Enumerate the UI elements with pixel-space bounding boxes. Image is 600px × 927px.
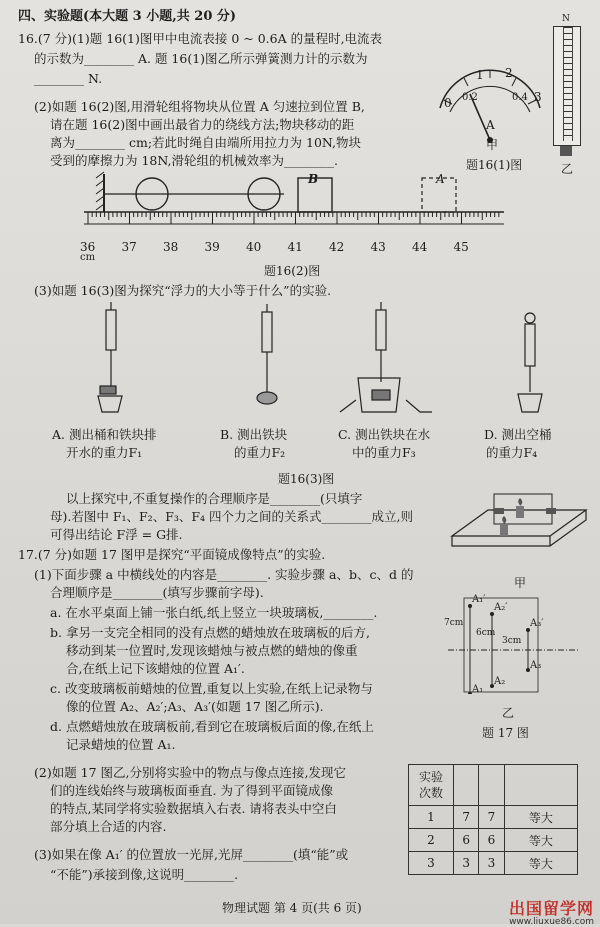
point-a3: A₃ [530,660,542,671]
q17-p3-line2: “不能”)承接到像,这说明________. [50,867,239,882]
point-a1-prime: A₁′ [472,594,486,605]
watermark-url: www.liuxue86.com [509,917,594,927]
fig17-label-jia: 甲 [514,576,527,590]
point-a1: A₁ [472,684,484,695]
q16-p4-line3: 可得出结论 F浮 = G排. [50,527,183,542]
q16-p4-line1: 以上探究中,不重复操作的合理顺序是________(只填字 [66,491,363,506]
dist-6cm: 6cm [476,628,496,638]
q17-step-d1: d. 点燃蜡烛放在玻璃板前,看到它在玻璃板后面的像,在纸上 [50,719,374,734]
table-cell: 3 [479,852,504,875]
fig3-item-c-line2: 中的重力F₃ [352,445,416,460]
ruler-label: 39 [204,240,220,254]
table-cell: 3 [409,852,454,875]
table-cell: 2 [409,829,454,852]
fig3-item-a-line1: A. 测出桶和铁块排 [52,427,157,442]
q17-head: 17.(7 分)如题 17 图甲是探究“平面镜成像特点”的实验. [18,547,326,562]
ruler-label: 37 [121,240,137,254]
table-cell: 等大 [504,829,577,852]
section-title: 四、实验题(本大题 3 小题,共 20 分) [18,9,237,24]
ammeter-tick-0: 0 [444,96,452,110]
q17-step-b3: 合,在纸上记下该蜡烛的位置 A₁′. [66,661,245,676]
table-row [409,806,578,829]
fig16-2-caption: 题16(2)图 [264,264,321,278]
ruler-label: 38 [163,240,179,254]
q16-p3: (3)如题 16(3)图为探究“浮力的大小等于什么”的实验. [34,283,332,298]
q16-line2: 的示数为________ A. 题 16(1)图乙所示弹簧测力计的示数为 [34,51,368,66]
q17-step-b2: 移动到某一位置时,发现该蜡烛与被点燃的蜡烛的像重 [66,643,358,658]
ammeter-unit: A [486,118,495,132]
header-blank-3 [504,765,577,806]
table-row [409,829,578,852]
fig17-caption: 题 17 图 [482,726,529,740]
table-cell: 3 [454,852,479,875]
point-a2-prime: A₂′ [494,602,508,613]
table-header-cell [409,765,454,806]
table-header-row [409,765,578,806]
ruler-label: 36 [80,240,96,254]
table-cell: 6 [479,829,504,852]
spring-scale [553,26,581,146]
block-label-a: A [436,172,445,186]
ruler-label: 40 [246,240,262,254]
q17-p2-line1: (2)如题 17 图乙,分别将实验中的物点与像点连接,发现它 [34,765,347,780]
fig3-item-a-line2: 开水的重力F₁ [66,445,143,460]
fig16-1-caption: 题16(1)图 [466,158,523,172]
point-a3-prime: A₃′ [530,618,544,629]
table-cell: 6 [454,829,479,852]
q17-p2-line2: 们的连线始终与玻璃板面垂直. 为了得到平面镜成像 [50,783,333,798]
ammeter-tick-small-02: 0.2 [462,92,478,103]
fig3-item-c-line1: C. 测出铁块在水 [338,427,431,442]
table-row [409,852,578,875]
q16-p4-line2: 母).若图中 F₁、F₂、F₃、F₄ 四个力之间的关系式________成立,则 [50,509,414,524]
table-cell: 等大 [504,806,577,829]
ammeter-tick-1: 1 [476,68,484,82]
block-label-b: B [308,172,319,186]
header-blank-2 [479,765,504,806]
ruler-label: 44 [412,240,428,254]
spring-scale-unit: N [562,14,570,24]
watermark-title: 出国留学网 [508,899,594,918]
q16-p2-line1: (2)如题 16(2)图,用滑轮组将物块从位置 A 匀速拉到位置 B, [34,99,365,114]
spring-weight [560,146,572,156]
experiment-table [408,764,578,875]
ruler-label: 41 [287,240,303,254]
dist-3cm: 3cm [502,636,522,646]
q17-step-c2: 像的位置 A₂、A₂′;A₃、A₃′(如题 17 图乙所示). [66,699,324,714]
ammeter-tick-3: 3 [534,90,542,104]
q17-p2-line4: 部分填上合适的内容. [50,819,167,834]
q16-line3: ________ N. [34,71,103,86]
spring-label-yi: 乙 [561,162,574,176]
fig17-label-yi: 乙 [502,706,515,720]
header-line1: 实验 [418,770,443,784]
q17-p1-line1: (1)下面步骤 a 中横线处的内容是________. 实验步骤 a、b、c、d 的 [34,567,414,582]
q17-p2-line3: 的特点,某同学将实验数据填入右表. 请将表头中空白 [50,801,337,816]
ammeter-tick-2: 2 [505,66,513,80]
q17-step-a: a. 在水平桌面上铺一张白纸,纸上竖立一块玻璃板,________. [50,605,378,620]
q16-p2-line4: 受到的摩擦力为 18N,滑轮组的机械效率为________. [50,153,338,168]
q17-p1-line2: 合理顺序是________(填写步骤前字母). [50,585,264,600]
dist-7cm: 7cm [444,618,464,628]
table-cell: 7 [454,806,479,829]
q17-step-d2: 记录蜡烛的位置 A₁. [66,737,176,752]
ammeter-tick-small-04: 0.4 [512,92,528,103]
fig3-item-d-line1: D. 测出空桶 [484,427,552,442]
q16-p2-line3: 离为________ cm;若此时绳自由端所用拉力为 10N,物块 [50,135,362,150]
ruler-unit: cm [80,252,96,263]
page-footer: 物理试题 第 4 页(共 6 页) [222,901,362,915]
ruler-label: 43 [370,240,386,254]
fig16-3-caption: 题16(3)图 [278,472,335,486]
watermark [509,896,594,927]
header-line2: 次数 [418,786,443,800]
ruler-label: 45 [453,240,469,254]
point-a2: A₂ [494,676,506,687]
fig3-item-b-line2: 的重力F₂ [234,445,286,460]
q16-head: 16.(7 分)(1)题 16(1)图甲中电流表接 0 ~ 0.6A 的量程时,电流表 [18,31,383,46]
q17-step-c1: c. 改变玻璃板前蜡烛的位置,重复以上实验,在纸上记录物与 [50,681,373,696]
q16-p2-line2: 请在题 16(2)图中画出最省力的绕线方法;物块移动的距 [50,117,355,132]
empty-bucket-setup [500,310,560,420]
q17-p3-line1: (3)如果在像 A₁′ 的位置放一光屏,光屏________(填“能”或 [34,847,349,862]
table-cell: 等大 [504,852,577,875]
ruler-label: 42 [329,240,345,254]
fig3-item-b-line1: B. 测出铁块 [220,427,288,442]
buoyancy-figure [40,300,460,420]
header-blank-1 [454,765,479,806]
ammeter-label-jia: 甲 [486,138,499,152]
table-cell: 7 [479,806,504,829]
fig3-item-d-line2: 的重力F₄ [486,445,538,460]
mirror-setup-figure [448,484,590,574]
q17-step-b1: b. 拿另一支完全相同的没有点燃的蜡烛放在玻璃板的后方, [50,625,370,640]
table-cell: 1 [409,806,454,829]
